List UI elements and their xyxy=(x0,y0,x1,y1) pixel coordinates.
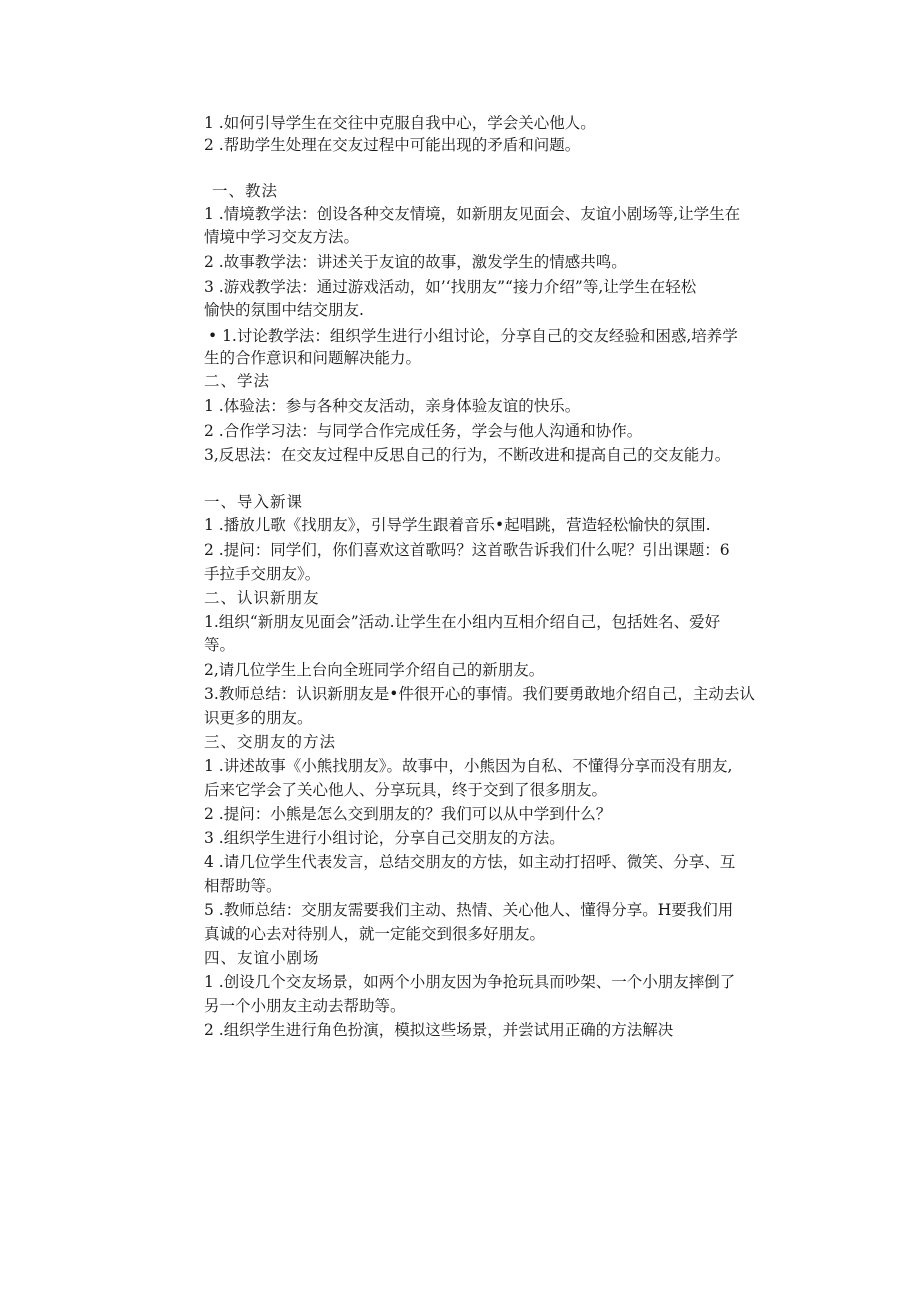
section-heading-learning-methods: 二、学法 xyxy=(204,372,271,390)
text-line: 情境中学习交友方法。 xyxy=(204,228,360,246)
text-line: 后来它学会了关心他人、分享玩具，终于交到了很多朋友。 xyxy=(204,781,608,799)
text-line: 3 .组织学生进行小组讨论，分享自己交朋友的方法。 xyxy=(204,829,565,847)
text-line: 1 .播放儿歌《找朋友》，引导学生跟着音乐•起唱跳，营造轻松愉快的氛围. xyxy=(204,516,711,534)
text-line: 1 .情境教学法：创设各种交友情境，如新朋友见面会、友谊小剧场等,让学生在 xyxy=(204,205,741,223)
text-line: 2 .故事教学法：讲述关于友谊的故事，激发学生的情感共鸣。 xyxy=(204,253,627,271)
text-line: 3,反思法：在交友过程中反思自己的行为，不断改进和提高自己的交友能力。 xyxy=(204,446,731,464)
text-line: 2 .合作学习法：与同学合作完成任务，学会与他人沟通和协作。 xyxy=(204,422,643,440)
text-line: 手拉手交朋友》。 xyxy=(204,565,321,583)
text-line: 2 .组织学生进行角色扮演，模拟这些场景，并尝试用正确的方法解决 xyxy=(204,1021,674,1039)
text-line: 2 .提问：同学们，你们喜欢这首歌吗？这首歌告诉我们什么呢？引出课题：6 xyxy=(204,541,730,559)
section-heading-new-friends: 二、认识新朋友 xyxy=(204,589,320,607)
text-line: 相帮助等。 xyxy=(204,877,282,895)
text-line: 愉快的氛围中结交朋友. xyxy=(204,301,364,319)
text-line: 1 .讲述故事《小熊找朋友》。故事中，小熊因为自私、不懂得分享而没有朋友, xyxy=(204,757,733,775)
text-line: 另一个小朋友主动去帮助等。 xyxy=(204,997,406,1015)
text-line: 1.组织“新朋友见面会”活动.让学生在小组内互相介绍自己，包括姓名、爱好 xyxy=(204,613,721,631)
section-heading-teaching-methods: 一、教法 xyxy=(212,182,279,200)
text-line: 生的合作意识和问题解决能力。 xyxy=(204,349,422,367)
text-line: 1 .体验法：参与各种交友活动，亲身体验友谊的快乐。 xyxy=(204,397,581,415)
text-line: • 1.讨论教学法：组织学生进行小组讨论，分享自己的交友经验和困惑,培养学 xyxy=(208,327,738,345)
text-line: 3 .游戏教学法：通过游戏活动，如’‘找朋友”“接力介绍”等,让学生在轻松 xyxy=(204,278,697,296)
text-line: 2 .帮助学生处理在交友过程中可能出现的矛盾和问题。 xyxy=(204,136,581,154)
text-line: 4 .请几位学生代表发言，总结交朋友的方怯，如主动打招呼、微笑、分享、互 xyxy=(204,853,736,871)
text-line: 真诚的心去对待别人，就一定能交到很多好朋友。 xyxy=(204,925,546,943)
text-line: 5 .教师总结：交朋友需要我们主动、热情、关心他人、懂得分享。H要我们用 xyxy=(204,901,734,919)
text-line: 3.教师总结：认识新朋友是•件很开心的事情。我们要勇敢地介绍自己，主动去认 xyxy=(204,685,755,703)
text-line: 2 .提问：小熊是怎么交到朋友的？我们可以从中学到什么？ xyxy=(204,805,612,823)
text-line: 等。 xyxy=(204,636,236,654)
text-line: 2,请几位学生上台向全班同学介绍自己的新朋友。 xyxy=(204,661,545,679)
section-heading-friendship-theater: 四、友谊小剧场 xyxy=(204,949,320,967)
section-heading-methods: 三、交朋友的方法 xyxy=(204,733,337,751)
section-heading-introduction: 一、导入新课 xyxy=(204,493,304,511)
text-line: 1 .创设几个交友场景，如两个小朋友因为争抢玩具而吵架、一个小朋友摔倒了 xyxy=(204,973,736,991)
text-line: 识更多的朋友。 xyxy=(204,709,313,727)
text-line: 1 .如何引导学生在交往中克服自我中心，学会关心他人。 xyxy=(204,114,596,132)
